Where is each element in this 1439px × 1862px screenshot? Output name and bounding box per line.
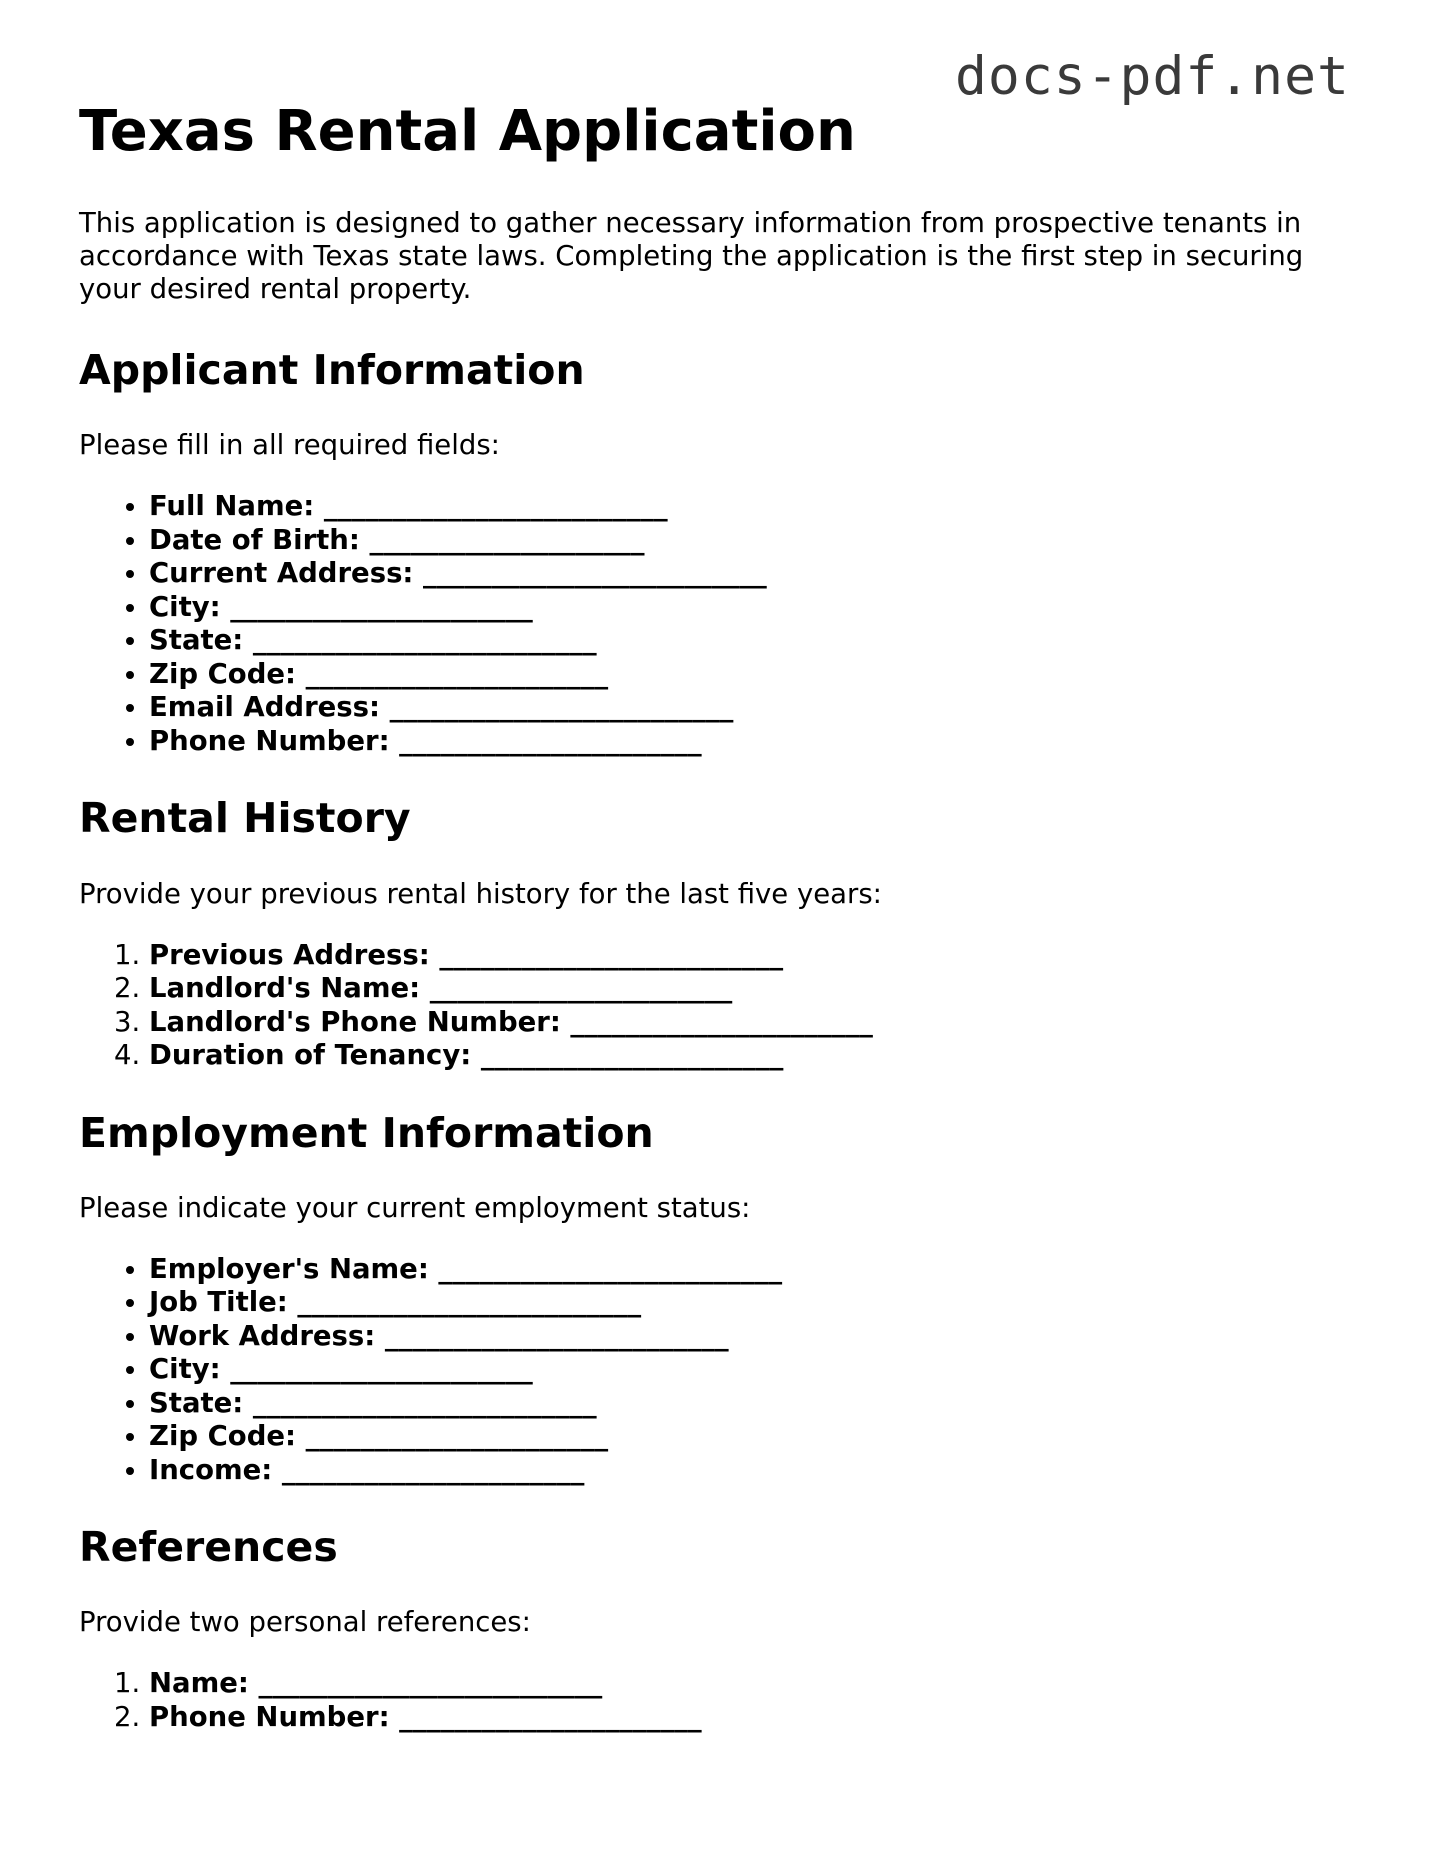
fill-in-blank[interactable]: _________________________ [258,1667,603,1700]
document-content [79,98,1369,1770]
field-label: Date of Birth: [149,523,360,556]
section-heading-rental-history: Rental History [79,794,411,843]
fill-in-blank[interactable]: ______________________ [281,1453,585,1486]
field-job-title [149,1286,1369,1320]
applicant-note: Please fill in all required fields: [79,429,500,462]
watermark: docs-pdf.net [955,46,1350,107]
fill-in-blank[interactable]: _________________________ [297,1286,642,1319]
field-label: Name: [149,1667,249,1700]
field-reference-phone [149,1701,1369,1735]
field-landlord-name [149,972,1369,1006]
applicant-field-list [79,490,1369,758]
field-label: City: [149,1353,221,1386]
section-heading-applicant: Applicant Information [79,346,585,395]
fill-in-blank[interactable]: _________________________ [252,624,597,657]
field-email-address [149,691,1369,725]
fill-in-blank[interactable]: _________________________ [423,557,767,590]
fill-in-blank[interactable]: _________________________ [252,1386,597,1419]
field-label: Landlord's Name: [149,972,421,1005]
fill-in-blank[interactable]: ______________________ [305,657,609,690]
fill-in-blank[interactable]: _________________________ [439,938,784,971]
field-landlord-phone [149,1006,1369,1040]
employment-note: Please indicate your current employment status: [79,1191,751,1224]
field-label: Full Name: [149,490,315,523]
field-label: Job Title: [149,1286,288,1319]
field-income [149,1454,1369,1488]
fill-in-blank[interactable]: ______________________ [399,724,702,757]
field-label: Zip Code: [149,1420,297,1453]
rental-history-field-list [79,939,1369,1073]
field-state [149,624,1369,658]
field-label: Employer's Name: [149,1252,429,1285]
fill-in-blank[interactable]: ______________________ [399,1700,702,1733]
field-zip-code [149,658,1369,692]
field-label: Phone Number: [149,1700,390,1733]
rental-history-note: Provide your previous rental history for the last five years: [79,877,882,910]
field-duration-of-tenancy [149,1039,1369,1073]
field-label: Income: [149,1453,273,1486]
references-note: Provide two personal references: [79,1606,531,1639]
field-employer-name [149,1253,1369,1287]
field-phone-number [149,725,1369,759]
field-previous-address [149,939,1369,973]
field-label: Current Address: [149,557,414,590]
field-full-name [149,490,1369,524]
field-work-city [149,1353,1369,1387]
field-label: Phone Number: [149,724,390,757]
field-date-of-birth [149,524,1369,558]
page-title: Texas Rental Application [79,99,856,164]
fill-in-blank[interactable]: ____________________ [369,523,645,556]
fill-in-blank[interactable]: ______________________ [480,1039,784,1072]
fill-in-blank[interactable]: _________________________ [389,691,734,724]
field-reference-name [149,1667,1369,1701]
field-label: State: [149,1386,244,1419]
fill-in-blank[interactable]: ______________________ [230,1353,533,1386]
employment-field-list [79,1253,1369,1488]
fill-in-blank[interactable]: _________________________ [323,490,668,523]
section-heading-references: References [79,1523,338,1572]
field-work-zip-code [149,1420,1369,1454]
field-work-state [149,1387,1369,1421]
fill-in-blank[interactable]: ______________________ [305,1420,609,1453]
fill-in-blank[interactable]: ______________________ [429,972,733,1005]
fill-in-blank[interactable]: ______________________ [230,590,533,623]
field-label: State: [149,624,244,657]
field-work-address [149,1320,1369,1354]
field-label: Work Address: [149,1319,376,1352]
intro-paragraph: This application is designed to gather necessary information from prospective tenants in accordance with Texas state laws. Completing the application is the first step in securing your desired rental property. [79,207,1304,306]
section-heading-employment: Employment Information [79,1108,654,1157]
field-city [149,591,1369,625]
fill-in-blank[interactable]: ______________________ [570,1005,873,1038]
fill-in-blank[interactable]: _________________________ [384,1319,729,1352]
field-label: Email Address: [149,691,381,724]
references-field-list [79,1667,1369,1734]
field-label: Landlord's Phone Number: [149,1005,561,1038]
field-label: Zip Code: [149,657,297,690]
field-label: Previous Address: [149,938,430,971]
fill-in-blank[interactable]: _________________________ [438,1252,783,1285]
field-label: City: [149,590,221,623]
field-current-address [149,557,1369,591]
field-label: Duration of Tenancy: [149,1039,472,1072]
